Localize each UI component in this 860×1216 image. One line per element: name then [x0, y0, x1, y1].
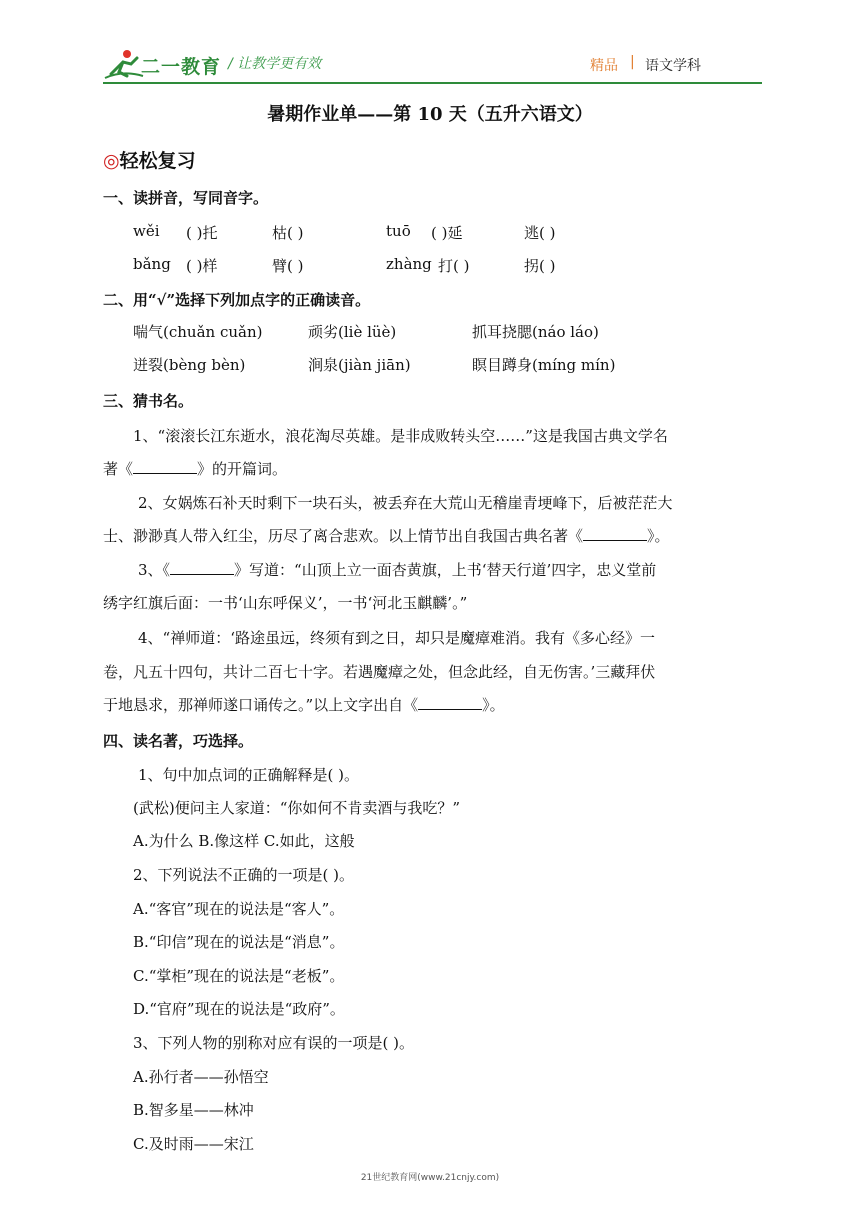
- q4-item-1: 1、句中加点词的正确解释是( )。: [138, 766, 360, 784]
- q4-item-2-option-c: C.“掌柜”现在的说法是“老板”。: [133, 967, 345, 985]
- text: 》写道：“山顶上立一面杏黄旗，上书‘替天行道’四字，忠义堂前: [234, 561, 657, 579]
- answer-blank[interactable]: [418, 695, 482, 710]
- q3-item-2-line-1: 2、女娲炼石补天时剩下一块石头，被丢弃在大荒山无稽崖青埂峰下，后被茫茫大: [138, 494, 673, 512]
- text: 》的开篇词。: [197, 460, 288, 478]
- reading-choice: 抓耳挠腮(náo láo): [472, 323, 599, 341]
- q3-item-3-line-2: 绣字红旗后面：一书‘山东呼保义’，一书‘河北玉麒麟’。”: [103, 594, 468, 612]
- reading-choice: 迸裂(bèng bèn): [133, 356, 246, 374]
- q4-item-2-option-d: D.“官府”现在的说法是“政府”。: [133, 1000, 345, 1018]
- header-separator: |: [630, 54, 635, 70]
- page-header: [0, 0, 860, 95]
- reading-choice: 顽劣(liè lüè): [308, 323, 397, 341]
- review-heading-text: 轻松复习: [119, 150, 196, 172]
- bullseye-icon: ◎: [103, 150, 120, 172]
- reading-choice: 喘气(chuǎn cuǎn): [133, 323, 263, 341]
- q3-item-1-line-1: 1、“滚滚长江东逝水，浪花淘尽英雄。是非成败转头空……”这是我国古典文学名: [133, 427, 668, 445]
- pinyin: zhàng: [386, 255, 432, 273]
- q4-item-3-option-a: A.孙行者——孙悟空: [133, 1068, 269, 1086]
- q3-item-4-line-2: 卷，凡五十四句，共计二百七十字。若遇魔瘴之处，但念此经，自无伤害。’三藏拜伏: [103, 663, 656, 681]
- q4-item-3-option-c: C.及时雨——宋江: [133, 1135, 254, 1153]
- pinyin: tuō: [386, 222, 411, 240]
- page-footer: 21世纪教育网(www.21cnjy.com): [360, 1173, 500, 1183]
- text: 于地恳求，那禅师遂口诵传之。”以上文字出自《: [103, 696, 419, 714]
- blank-item: ( )样: [186, 257, 218, 275]
- q2-heading: 二、用“√”选择下列加点字的正确读音。: [103, 291, 371, 309]
- blank-item: ( )托: [186, 224, 218, 242]
- q4-item-1-options: A.为什么 B.像这样 C.如此，这般: [133, 832, 355, 850]
- pinyin: wěi: [133, 222, 160, 240]
- blank-item: 打( ): [438, 257, 470, 275]
- page-title: 暑期作业单——第 10 天（五升六语文）: [267, 104, 593, 125]
- q3-item-4-line-1: 4、“禅师道：‘路途虽远，终须有到之日，却只是魔瘴难消。我有《多心经》一: [138, 629, 655, 647]
- q4-item-2: 2、下列说法不正确的一项是( )。: [133, 866, 355, 884]
- blank-item: 逃( ): [524, 224, 556, 242]
- q3-heading: 三、猜书名。: [103, 392, 194, 410]
- text: 》。: [482, 696, 505, 714]
- blank-item: 拐( ): [524, 257, 556, 275]
- text: 士、渺渺真人带入红尘，历尽了离合悲欢。以上情节出自我国古典名著《: [103, 527, 584, 545]
- answer-blank[interactable]: [170, 560, 234, 575]
- q3-item-4-line-3: [103, 694, 505, 715]
- answer-blank[interactable]: [583, 526, 647, 541]
- q4-item-1-quote: (武松)便问主人家道：“你如何不肯卖酒与我吃？”: [133, 799, 461, 817]
- text: 著《: [103, 460, 134, 478]
- q4-item-2-option-b: B.“印信”现在的说法是“消息”。: [133, 933, 345, 951]
- reading-choice: 瞑目蹲身(míng mín): [472, 356, 616, 374]
- q3-item-1-line-2: [103, 458, 287, 479]
- q4-item-2-option-a: A.“客官”现在的说法是“客人”。: [133, 900, 345, 918]
- subject-label: 语文学科: [645, 58, 701, 74]
- q4-item-3: 3、下列人物的别称对应有误的一项是( )。: [133, 1034, 415, 1052]
- blank-item: ( )延: [431, 224, 463, 242]
- q3-item-2-line-2: [103, 525, 670, 546]
- blank-item: 枯( ): [272, 224, 304, 242]
- text: 》。: [647, 527, 670, 545]
- q4-heading: 四、读名著，巧选择。: [103, 732, 254, 750]
- logo-text: 二一教育: [141, 56, 222, 78]
- review-heading: [103, 146, 196, 173]
- q1-heading: 一、读拼音，写同音字。: [103, 189, 269, 207]
- pinyin: bǎng: [133, 255, 171, 273]
- text: 3、《: [138, 561, 171, 579]
- q4-item-3-option-b: B.智多星——林冲: [133, 1101, 254, 1119]
- answer-blank[interactable]: [133, 459, 197, 474]
- header-divider: [103, 82, 762, 84]
- reading-choice: 涧泉(jiàn jiān): [308, 356, 411, 374]
- q3-item-3-line-1: [138, 559, 656, 580]
- blank-item: 臂( ): [272, 257, 304, 275]
- slogan: / 让教学更有效: [228, 56, 322, 72]
- quality-label: 精品: [590, 58, 618, 74]
